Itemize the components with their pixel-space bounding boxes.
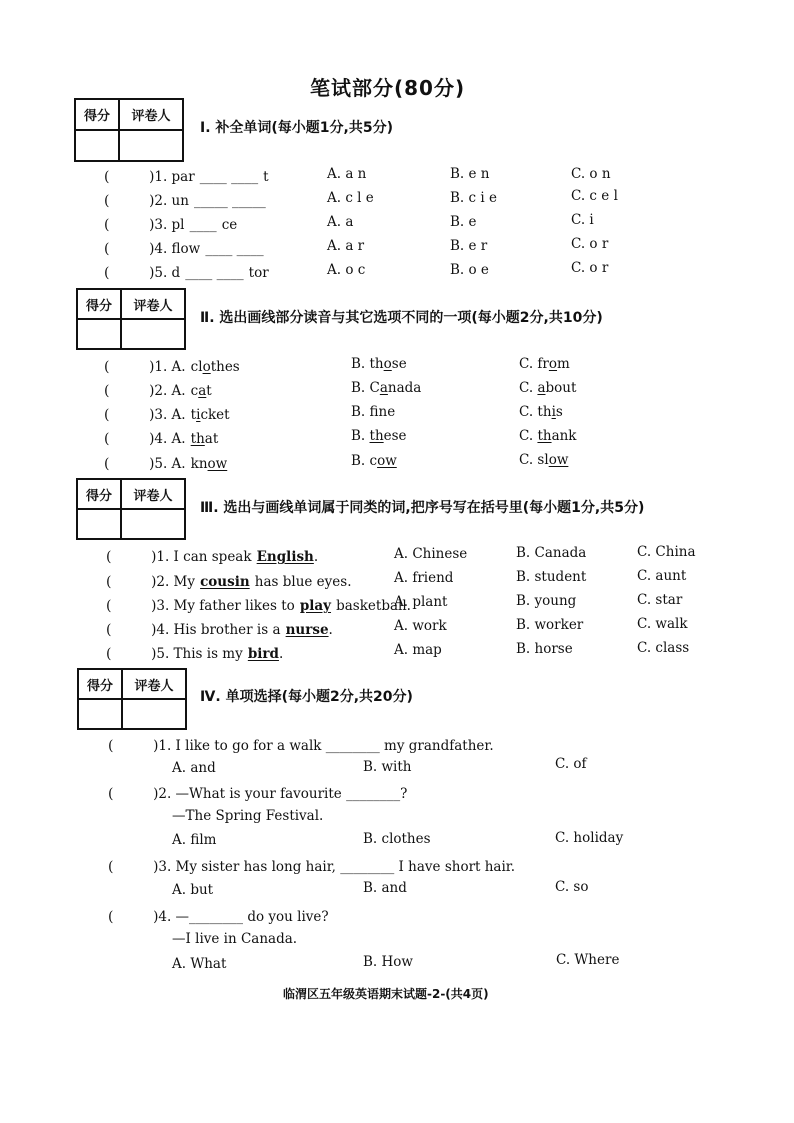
question-number: )1. par — [149, 169, 195, 185]
option-a: A. but — [172, 882, 214, 898]
option-b — [351, 453, 397, 469]
option-c: C. o r — [571, 260, 609, 276]
answer-paren[interactable]: ( — [106, 646, 112, 662]
option-c — [519, 452, 568, 468]
list-item — [106, 619, 333, 638]
answer-paren[interactable]: ( — [108, 738, 114, 754]
page-footer: 临渭区五年级英语期末试题-2-(共4页) — [283, 987, 489, 1001]
word-part: bout — [545, 380, 577, 396]
list-item — [108, 906, 329, 925]
answer-paren[interactable]: ( — [104, 265, 110, 281]
word-part: at — [204, 431, 219, 447]
list-item — [104, 356, 240, 375]
list-item — [106, 595, 411, 614]
question-text: )3. My sister has long hair, ________ I have short hair. — [153, 859, 516, 875]
score-label: 得分 — [77, 479, 121, 509]
word-part: cket — [200, 407, 230, 423]
word-part: ne — [378, 404, 396, 420]
option-c: C. i — [571, 212, 594, 228]
score-label: 得分 — [75, 99, 119, 130]
grader-cell — [121, 319, 185, 349]
word-part: kn — [190, 456, 208, 472]
list-item — [104, 380, 212, 399]
question-text: )5. This is my — [151, 646, 243, 662]
answer-blank: ____ ____ — [205, 241, 264, 257]
underlined-part: a — [379, 380, 388, 396]
question-text: . — [328, 622, 333, 638]
option-a: A. and — [172, 760, 216, 776]
question-number: )3. pl — [149, 217, 185, 233]
list-item — [104, 166, 269, 185]
option-b: B. worker — [516, 617, 584, 633]
word-part: C. sl — [519, 452, 549, 468]
word-part: t — [206, 383, 212, 399]
underlined-word: play — [299, 598, 332, 614]
option-a: A. friend — [394, 570, 454, 586]
list-item — [104, 404, 230, 423]
answer-paren[interactable]: ( — [104, 193, 110, 209]
word-part: C. th — [519, 404, 552, 420]
option-a: A. a — [327, 214, 354, 230]
answer-paren[interactable]: ( — [108, 909, 114, 925]
answer-paren[interactable]: ( — [104, 456, 110, 472]
score-box — [77, 668, 187, 730]
option-c: C. of — [555, 756, 587, 772]
option-b: B. young — [516, 593, 577, 609]
answer-paren[interactable]: ( — [104, 217, 110, 233]
grader-cell — [122, 699, 186, 729]
score-box — [74, 98, 184, 162]
option-b: B. c i e — [450, 190, 497, 206]
score-cell — [77, 509, 121, 539]
answer-paren[interactable]: ( — [108, 859, 114, 875]
word-part: C. — [519, 380, 538, 396]
answer-paren[interactable]: ( — [104, 431, 110, 447]
score-label: 得分 — [77, 289, 121, 319]
option-b: B. student — [516, 569, 587, 585]
word-part: nada — [387, 380, 422, 396]
underlined-part: ow — [377, 453, 397, 469]
score-box — [76, 288, 186, 350]
word-part: m — [557, 356, 570, 372]
question-number: )4. flow — [149, 241, 201, 257]
underlined-word: bird — [247, 646, 279, 662]
question-text: )1. I like to go for a walk ________ my grandfather. — [153, 738, 494, 754]
question-text: )3. My father likes to — [151, 598, 295, 614]
underlined-part: o — [548, 356, 558, 372]
question-text: —I live in Canada. — [172, 931, 298, 947]
option-a: A. work — [394, 618, 447, 634]
list-item — [104, 238, 264, 257]
score-cell — [75, 130, 119, 161]
question-number: )5. A. — [149, 456, 186, 472]
answer-blank: _____ _____ — [194, 193, 266, 209]
grader-label: 评卷人 — [121, 289, 185, 319]
underlined-part: o — [202, 359, 211, 375]
option-a: A. c l e — [327, 190, 374, 206]
question-number: )2. un — [149, 193, 189, 209]
section-4-heading: Ⅳ. 单项选择(每小题2分,共20分) — [200, 689, 413, 705]
option-c: C. Where — [556, 952, 620, 968]
question-text: . — [278, 646, 284, 662]
score-box — [76, 478, 186, 540]
list-item — [104, 262, 269, 281]
underlined-part: a — [537, 380, 546, 396]
option-a: A. o c — [327, 262, 366, 278]
question-text: . — [313, 549, 319, 565]
word-tail: tor — [248, 265, 269, 281]
option-a: A. plant — [394, 594, 448, 610]
grader-cell — [119, 130, 183, 161]
grader-label: 评卷人 — [119, 99, 183, 130]
option-c: C. star — [637, 592, 683, 608]
word-part: c — [190, 383, 199, 399]
word-part: t — [190, 407, 197, 423]
option-c: C. so — [555, 879, 589, 895]
option-c — [519, 356, 570, 372]
answer-paren[interactable]: ( — [106, 549, 112, 565]
question-text: )2. —What is your favourite ________? — [153, 786, 408, 802]
list-item — [104, 453, 227, 472]
underlined-part: ow — [548, 452, 569, 468]
question-number: )5. d — [149, 265, 181, 281]
question-number: )4. A. — [149, 431, 186, 447]
grader-label: 评卷人 — [121, 479, 185, 509]
option-a: A. map — [394, 642, 442, 658]
word-part: B. c — [351, 453, 378, 469]
underlined-part: th — [537, 428, 552, 444]
grader-cell — [121, 509, 185, 539]
answer-paren[interactable]: ( — [104, 383, 110, 399]
answer-paren[interactable]: ( — [106, 574, 112, 590]
word-part: C. — [519, 428, 538, 444]
underlined-part: o — [383, 356, 392, 372]
underlined-word: nurse — [285, 622, 329, 638]
question-number: )1. A. — [149, 359, 186, 375]
option-a: A. a r — [327, 238, 365, 254]
option-b: B. clothes — [363, 831, 431, 847]
option-b: B. e r — [450, 238, 488, 254]
option-c: C. class — [637, 640, 690, 656]
question-text: —The Spring Festival. — [172, 808, 324, 824]
list-item — [106, 546, 318, 565]
option-c: C. o r — [571, 236, 609, 252]
underlined-word: English — [256, 549, 314, 565]
option-b — [351, 428, 407, 444]
word-part: B. C — [351, 380, 380, 396]
word-part: ese — [383, 428, 407, 444]
option-b: B. and — [363, 880, 407, 896]
question-text: )1. I can speak — [151, 549, 252, 565]
score-label: 得分 — [78, 669, 122, 699]
list-item — [106, 571, 352, 590]
option-b — [351, 380, 421, 396]
option-c: C. c e l — [571, 188, 618, 204]
option-c: C. holiday — [555, 830, 624, 846]
underlined-part: i — [551, 404, 556, 420]
underlined-part: a — [198, 383, 207, 399]
list-item — [106, 643, 283, 662]
option-a: A. Chinese — [394, 546, 468, 562]
option-b — [351, 404, 395, 420]
word-part: s — [555, 404, 563, 420]
answer-paren[interactable]: ( — [108, 786, 114, 802]
underlined-part: ow — [207, 456, 228, 472]
option-b: B. e n — [450, 166, 490, 182]
list-item — [108, 735, 494, 754]
option-b: B. e — [450, 214, 477, 230]
option-c — [519, 380, 576, 396]
option-b: B. with — [363, 759, 412, 775]
option-c — [519, 404, 563, 420]
option-c: C. walk — [637, 616, 688, 632]
word-part: B. f — [351, 404, 379, 420]
underlined-part: th — [190, 431, 205, 447]
question-number: )2. A. — [149, 383, 186, 399]
section-1-heading: Ⅰ. 补全单词(每小题1分,共5分) — [200, 120, 393, 136]
question-text: )4. —________ do you live? — [153, 909, 329, 925]
question-text: basketball. — [336, 598, 411, 614]
word-part: thes — [210, 359, 240, 375]
option-c — [519, 428, 577, 444]
word-part: C. fr — [519, 356, 549, 372]
answer-paren[interactable]: ( — [104, 241, 110, 257]
word-part: B. th — [351, 356, 384, 372]
list-item — [108, 783, 407, 802]
answer-paren[interactable]: ( — [104, 359, 110, 375]
question-text: has blue eyes. — [254, 574, 352, 590]
word-tail: ce — [221, 217, 238, 233]
option-a: A. a n — [327, 166, 367, 182]
word-part: B. — [351, 428, 370, 444]
section-2-heading: Ⅱ. 选出画线部分读音与其它选项不同的一项(每小题2分,共10分) — [200, 310, 603, 326]
answer-blank: ____ — [189, 217, 217, 233]
answer-paren[interactable]: ( — [104, 407, 110, 423]
list-item — [104, 428, 218, 447]
page-title: 笔试部分(80分) — [310, 76, 466, 100]
underlined-word: cousin — [200, 574, 250, 590]
answer-paren[interactable]: ( — [106, 622, 112, 638]
answer-blank: ____ ____ — [199, 169, 259, 185]
question-text: )4. His brother is a — [151, 622, 281, 638]
list-item — [104, 214, 237, 233]
option-b — [351, 356, 407, 372]
underlined-part: th — [369, 428, 384, 444]
question-text: )2. My — [151, 574, 195, 590]
section-3-heading: Ⅲ. 选出与画线单词属于同类的词,把序号写在括号里(每小题1分,共5分) — [200, 500, 645, 516]
option-b: B. How — [363, 954, 413, 970]
option-c: C. o n — [571, 166, 611, 182]
word-part: cl — [190, 359, 203, 375]
answer-blank: ____ ____ — [185, 265, 244, 281]
option-a: A. What — [172, 956, 227, 972]
option-b: B. o e — [450, 262, 489, 278]
word-part: ank — [551, 428, 577, 444]
score-cell — [77, 319, 121, 349]
word-part: se — [391, 356, 407, 372]
grader-label: 评卷人 — [122, 669, 186, 699]
question-number: )3. A. — [149, 407, 186, 423]
answer-paren[interactable]: ( — [104, 169, 110, 185]
option-b: B. Canada — [516, 545, 587, 561]
list-item — [104, 190, 266, 209]
word-tail: t — [263, 169, 269, 185]
list-item — [108, 856, 515, 875]
option-b: B. horse — [516, 641, 573, 657]
option-c: C. China — [637, 544, 696, 560]
option-c: C. aunt — [637, 568, 687, 584]
answer-paren[interactable]: ( — [106, 598, 112, 614]
score-cell — [78, 699, 122, 729]
underlined-part: i — [196, 407, 201, 423]
option-a: A. film — [172, 832, 217, 848]
